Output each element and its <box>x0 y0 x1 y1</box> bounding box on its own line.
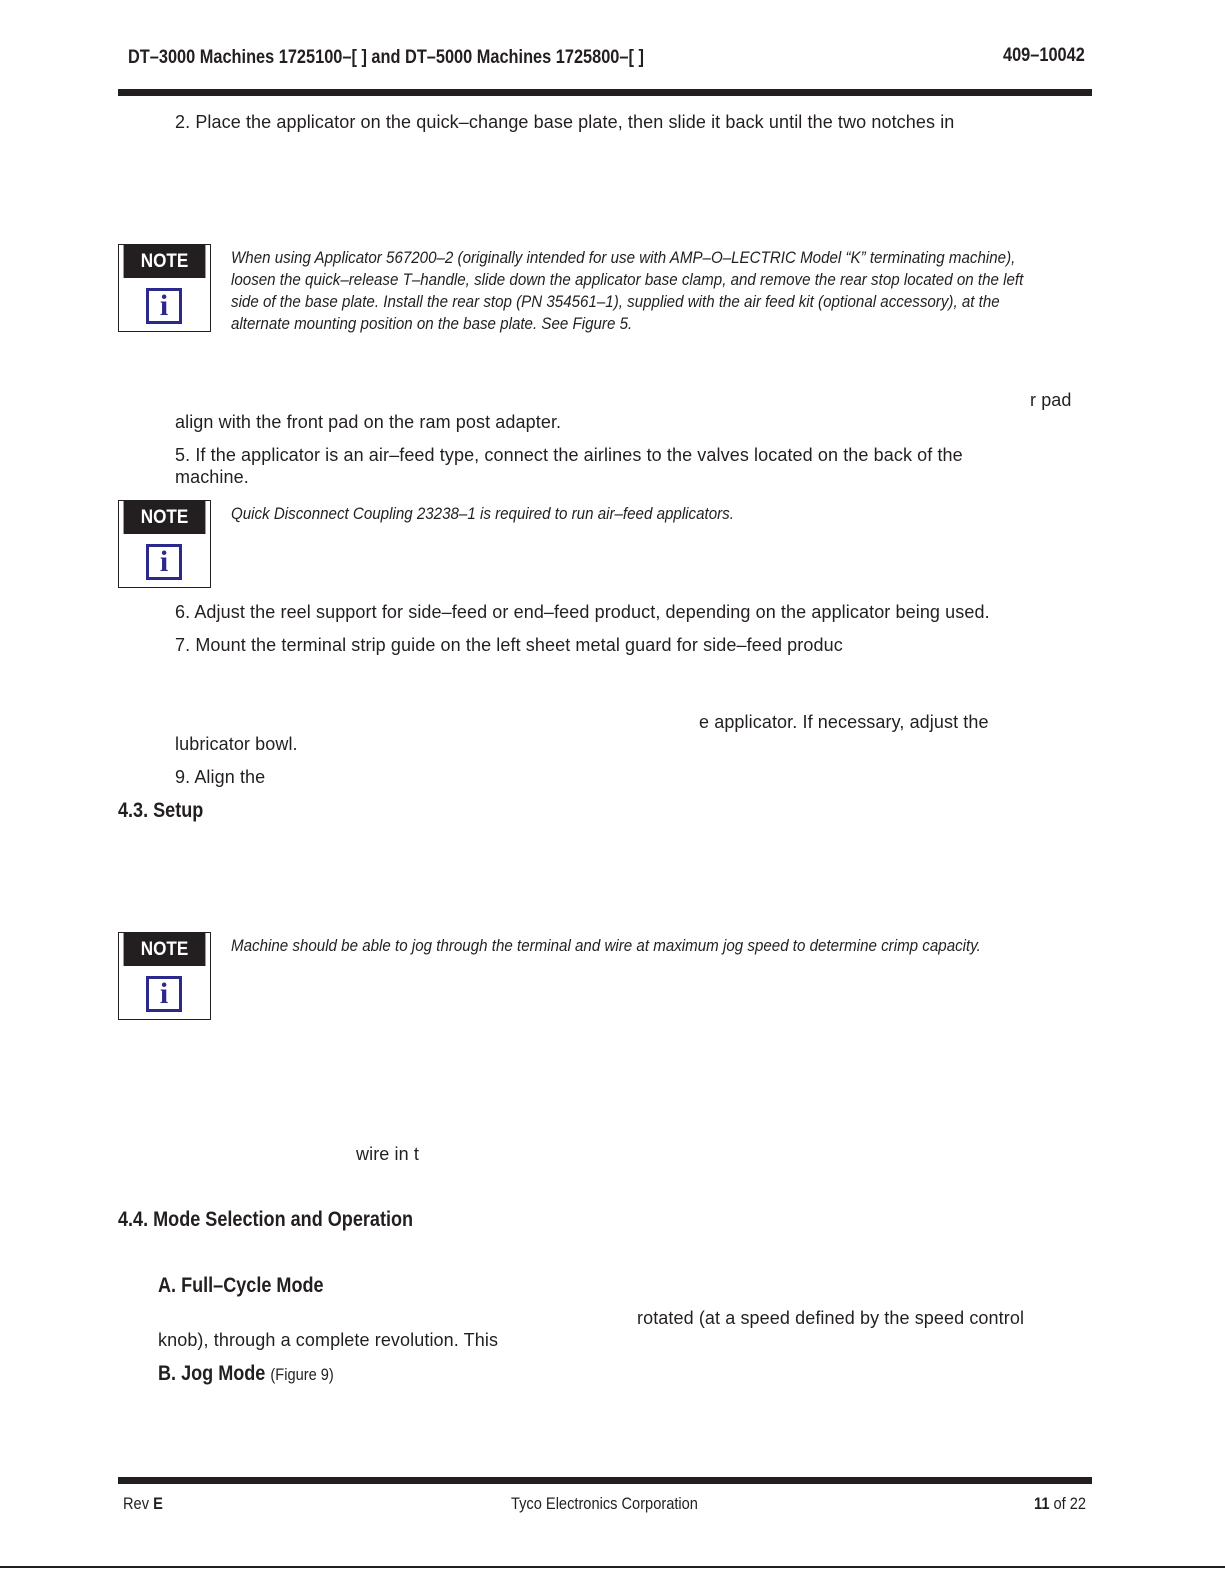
note-label: NOTE <box>124 245 206 278</box>
footer-company: Tyco Electronics Corporation <box>511 1494 698 1513</box>
subheading-full-cycle: A. Full–Cycle Mode <box>158 1274 324 1297</box>
jog-mode-title: B. Jog Mode <box>158 1362 266 1385</box>
note-text-2: Quick Disconnect Coupling 23238–1 is required to run air–feed applicators. <box>231 504 734 523</box>
document-number: 409–10042 <box>1003 45 1085 66</box>
note-text-1: When using Applicator 567200–2 (originally intended for use with AMP–O–LECTRIC Model “K” terminating machine), loosen the quick–release T–handle, slide down the applicator base clamp, and remove the rear stop located on the left side of the base plate. Install the rear stop (PN 354561–1), supplied with the air feed kit (optional accessory), at the alternate mounting position on the base plate. See Figure 5. <box>231 248 1024 333</box>
rev-value: E <box>153 1494 163 1513</box>
section-heading-setup: 4.3. Setup <box>118 799 204 822</box>
note-label: NOTE <box>124 501 206 534</box>
step-5-line-1: 5. If the applicator is an air–feed type, connect the airlines to the valves located on the back of the <box>175 445 963 465</box>
full-cycle-fragment: rotated (at a speed defined by the speed control <box>637 1308 1025 1328</box>
step-6-text: 6. Adjust the reel support for side–feed or end–feed product, depending on the applicator being used. <box>175 602 990 622</box>
info-icon: i <box>146 288 182 324</box>
step-8-fragment: e applicator. If necessary, adjust the <box>699 712 989 732</box>
step-7-text: 7. Mount the terminal strip guide on the left sheet metal guard for side–feed produc <box>175 635 843 655</box>
note-text-3: Machine should be able to jog through the terminal and wire at maximum jog speed to determine crimp capacity. <box>231 936 981 955</box>
note-label: NOTE <box>124 933 206 966</box>
setup-fragment: wire in t <box>356 1144 419 1164</box>
page-current: 11 <box>1034 1494 1050 1513</box>
section-heading-mode: 4.4. Mode Selection and Operation <box>118 1208 414 1231</box>
page-total: of 22 <box>1053 1494 1087 1513</box>
footer-revision <box>123 1494 163 1514</box>
subheading-jog-mode <box>158 1362 334 1386</box>
full-cycle-line-2: knob), through a complete revolution. This <box>158 1330 499 1350</box>
step-4-fragment: r pad <box>1030 390 1072 410</box>
note-box-2 <box>118 500 211 588</box>
figure-reference[interactable]: (Figure 9) <box>270 1365 334 1384</box>
step-8-continuation: lubricator bowl. <box>175 734 298 754</box>
header-rule <box>118 89 1092 96</box>
rev-label: Rev <box>123 1494 150 1513</box>
note-box-1 <box>118 244 211 332</box>
step-2-text: 2. Place the applicator on the quick–change base plate, then slide it back until the two notches in <box>175 112 955 132</box>
header-title: DT–3000 Machines 1725100–[ ] and DT–5000 Machines 1725800–[ ] <box>128 47 644 68</box>
step-5-line-2: machine. <box>175 467 249 487</box>
step-9-text: 9. Align the <box>175 767 266 787</box>
info-icon: i <box>146 544 182 580</box>
page-bottom-rule <box>0 1566 1225 1568</box>
footer-page-number <box>1034 1494 1086 1514</box>
info-icon: i <box>146 976 182 1012</box>
step-4-continuation: align with the front pad on the ram post adapter. <box>175 412 562 432</box>
note-box-3 <box>118 932 211 1020</box>
footer-rule <box>118 1477 1092 1484</box>
